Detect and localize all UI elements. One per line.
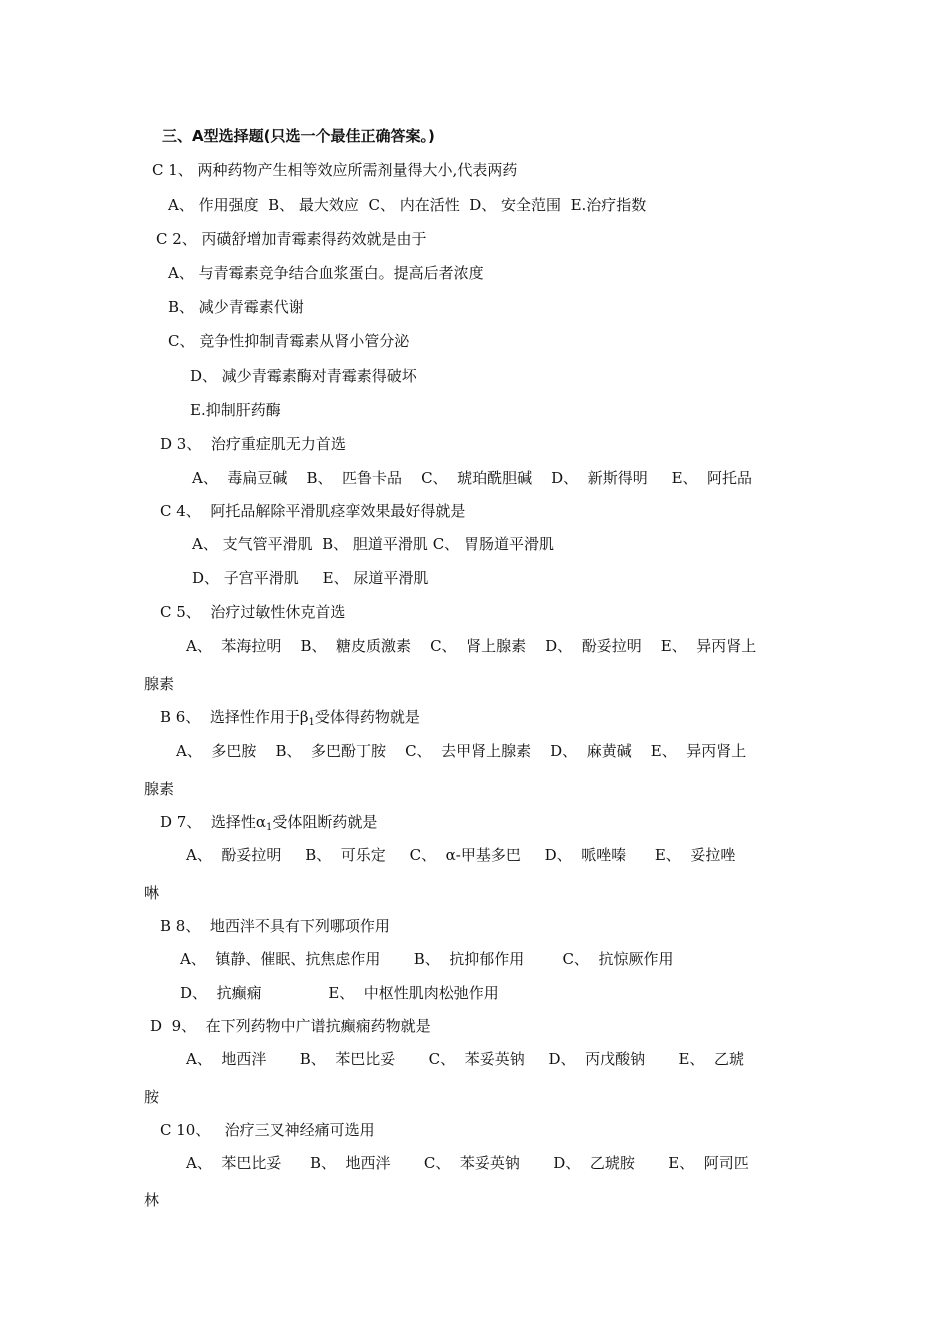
question-2-stem: C 2、 丙磺舒增加青霉素得药效就是由于	[156, 230, 427, 248]
question-5-options: A、 苯海拉明 B、 糖皮质激素 C、 肾上腺素 D、 酚妥拉明 E、 异丙肾上	[186, 637, 757, 655]
question-4-options-line-1: A、 支气管平滑肌 B、 胆道平滑肌 C、 胃肠道平滑肌	[192, 535, 554, 553]
question-7-options: A、 酚妥拉明 B、 可乐定 C、 α-甲基多巴 D、 哌唑嗪 E、 妥拉唑	[186, 846, 736, 864]
question-8-options-line-2: D、 抗癫痫 E、 中枢性肌肉松弛作用	[180, 984, 499, 1002]
question-6-options: A、 多巴胺 B、 多巴酚丁胺 C、 去甲肾上腺素 D、 麻黄碱 E、 异丙肾上	[176, 742, 747, 760]
question-1-options: A、 作用强度 B、 最大效应 C、 内在活性 D、 安全范围 E.治疗指数	[168, 196, 647, 214]
question-7-stem-text: D 7、 选择性α	[160, 813, 267, 831]
question-6-stem	[160, 707, 420, 733]
question-9-stem: D 9、 在下列药物中广谱抗癫痫药物就是	[150, 1017, 431, 1035]
question-2-option-b: B、 减少青霉素代谢	[168, 298, 304, 316]
question-5-options-wrap: 腺素	[144, 675, 175, 693]
question-8-options-line-1: A、 镇静、催眠、抗焦虑作用 B、 抗抑郁作用 C、 抗惊厥作用	[180, 950, 674, 968]
question-7-options-wrap: 啉	[144, 884, 160, 902]
question-6-stem-subscript: 1	[308, 717, 315, 728]
question-2-option-a: A、 与青霉素竞争结合血浆蛋白。提高后者浓度	[168, 264, 484, 282]
question-10-options: A、 苯巴比妥 B、 地西泮 C、 苯妥英钠 D、 乙琥胺 E、 阿司匹	[186, 1154, 749, 1172]
section-heading: 三、A型选择题(只选一个最佳正确答案。)	[162, 127, 435, 145]
question-7-stem-subscript: 1	[266, 822, 273, 833]
question-2-option-e: E.抑制肝药酶	[190, 401, 281, 419]
question-2-option-c: C、 竞争性抑制青霉素从肾小管分泌	[168, 332, 410, 350]
question-6-stem-text-end: 受体得药物就是	[314, 708, 420, 726]
question-1-stem: C 1、 两种药物产生相等效应所需剂量得大小,代表两药	[152, 161, 518, 179]
question-2-option-d: D、 减少青霉素酶对青霉素得破坏	[190, 367, 417, 385]
question-9-options: A、 地西泮 B、 苯巴比妥 C、 苯妥英钠 D、 丙戊酸钠 E、 乙琥	[186, 1050, 744, 1068]
question-4-stem: C 4、 阿托品解除平滑肌痉挛效果最好得就是	[160, 502, 466, 520]
question-8-stem: B 8、 地西泮不具有下列哪项作用	[160, 917, 390, 935]
question-9-options-wrap: 胺	[144, 1088, 160, 1106]
question-5-stem: C 5、 治疗过敏性休克首选	[160, 603, 346, 621]
question-7-stem	[160, 812, 377, 838]
question-4-options-line-2: D、 子宫平滑肌 E、 尿道平滑肌	[192, 569, 429, 587]
question-6-options-wrap: 腺素	[144, 780, 175, 798]
question-10-options-wrap: 林	[144, 1191, 160, 1209]
question-7-stem-text-end: 受体阻断药就是	[272, 813, 378, 831]
question-3-options: A、 毒扁豆碱 B、 匹鲁卡品 C、 琥珀酰胆碱 D、 新斯得明 E、 阿托品	[192, 469, 753, 487]
question-6-stem-text: B 6、 选择性作用于β	[160, 708, 309, 726]
question-3-stem: D 3、 治疗重症肌无力首选	[160, 435, 346, 453]
question-10-stem: C 10、 治疗三叉神经痛可选用	[160, 1121, 375, 1139]
